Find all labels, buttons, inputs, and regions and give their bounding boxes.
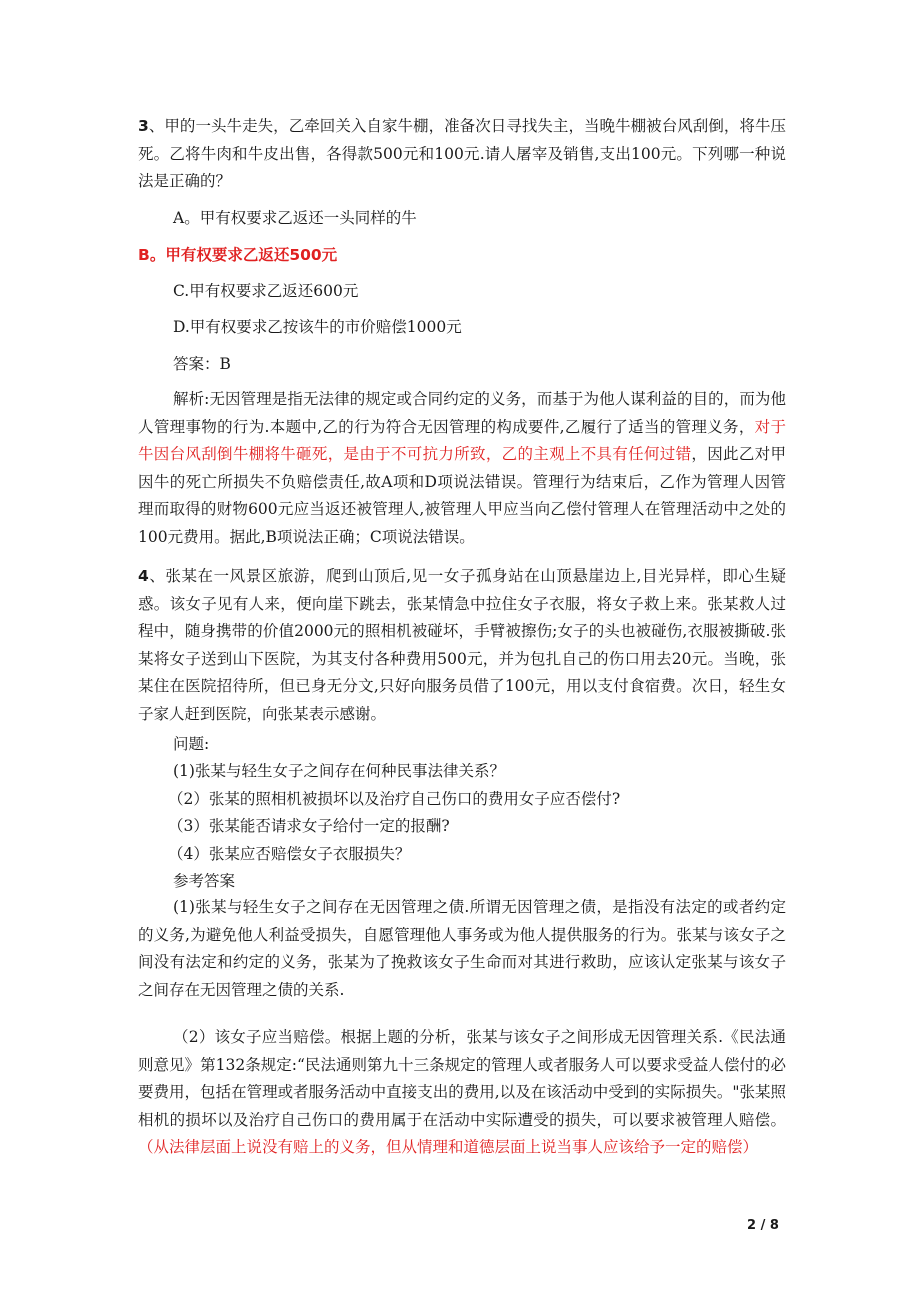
question-label: 问题:	[173, 735, 210, 753]
analysis-paragraph	[138, 386, 786, 551]
sub-question-2: （2）张某的照相机被损坏以及治疗自己伤口的费用女子应否偿付?	[168, 790, 621, 808]
option-c: C.甲有权要求乙返还600元	[173, 282, 359, 300]
option-a: A。甲有权要求乙返还一头同样的牛	[173, 209, 417, 227]
answer-line: 答案：B	[173, 355, 231, 373]
option-d: D.甲有权要求乙按该牛的市价赔偿1000元	[173, 318, 462, 336]
option-b-correct: B。甲有权要求乙返还500元	[138, 246, 338, 264]
sub-question-1: (1)张某与轻生女子之间存在何种民事法律关系？	[173, 762, 505, 780]
question-4-number: 4	[138, 567, 149, 585]
question-3-stem	[138, 113, 786, 196]
page-number: 2 / 8	[747, 1218, 779, 1233]
sub-question-3: （3）张某能否请求女子给付一定的报酬?	[168, 817, 450, 835]
question-4-text: 、张某在一风景区旅游，爬到山顶后,见一女子孤身站在山顶悬崖边上,目光异样，即心生疑惑。该女子见有人来，便向崖下跳去，张某情急中拉住女子衣服，将女子救上来。张某救人过程中，随身携带的价值2000元的照相机被碰坏，手臂被擦伤;女子的头也被碰伤,衣服被撕破.张某将女子送到山下医院，为其支付各种费用500元，并为包扎自己的伤口用去20元。当晚，张某住在医院招待所，但已身无分文,只好向服务员借了100元，用以支付食宿费。次日，轻生女子家人赶到医院，向张某表示感谢。	[138, 567, 786, 723]
sub-question-4: （4）张某应否赔偿女子衣服损失？	[168, 845, 411, 863]
reference-answer-label: 参考答案	[173, 872, 236, 890]
analysis-text-1: 解析:无因管理是指无法律的规定或合同约定的义务，而基于为他人谋利益的目的，而为他人管理事物的行为.本题中,乙的行为符合无因管理的构成要件,乙履行了适当的管理义务，	[138, 390, 786, 436]
reference-answer-1: (1)张某与轻生女子之间存在无因管理之债.所谓无因管理之债，是指没有法定的或者约定的义务,为避免他人利益受损失，自愿管理他人事务或为他人提供服务的行为。张某与该女子之间没有法定和约定的义务，张某为了挽救该女子生命而对其进行救助，应该认定张某与该女子之间存在无因管理之债的关系.	[138, 898, 786, 999]
reference-answer-2	[138, 1024, 786, 1162]
question-3-text: 、甲的一头牛走失，乙牵回关入自家牛棚，准备次日寻找失主，当晚牛棚被台风刮倒，将牛压死。乙将牛肉和牛皮出售，各得款500元和100元.请人屠宰及销售,支出100元。下列哪一种说法是正确的？	[138, 117, 786, 190]
question-3-number: 3	[138, 117, 149, 135]
reference-answer-2-text: （2）该女子应当赔偿。根据上题的分析，张某与该女子之间形成无因管理关系.《民法通则意见》第132条规定:“民法通则第九十三条规定的管理人或者服务人可以要求受益人偿付的必要费用，包括在管理或者服务活动中直接支出的费用,以及在该活动中受到的实际损失。"张某照相机的损坏以及治疗自己伤口的费用属于在活动中实际遭受的损失，可以要求被管理人赔偿。	[138, 1028, 786, 1129]
reference-answer-2-note: （从法律层面上说没有赔上的义务，但从情理和道德层面上说当事人应该给予一定的赔偿）	[138, 1138, 759, 1156]
analysis-highlight: 对于牛因台风刮倒牛棚将牛砸死，是由于不可抗力所致，乙的主观上不具有任何过错	[138, 417, 786, 463]
analysis-text-2: ，因此乙对甲因牛的死亡所损失不负赔偿责任,故A项和D项说法错误。管理行为结束后，乙作为管理人因管理而取得的财物600元应当返还被管理人,被管理人甲应当向乙偿付管理人在管理活动中之处的100元费用。据此,B项说法正确；C项说法错误。	[138, 445, 786, 546]
question-4-stem	[138, 563, 786, 728]
